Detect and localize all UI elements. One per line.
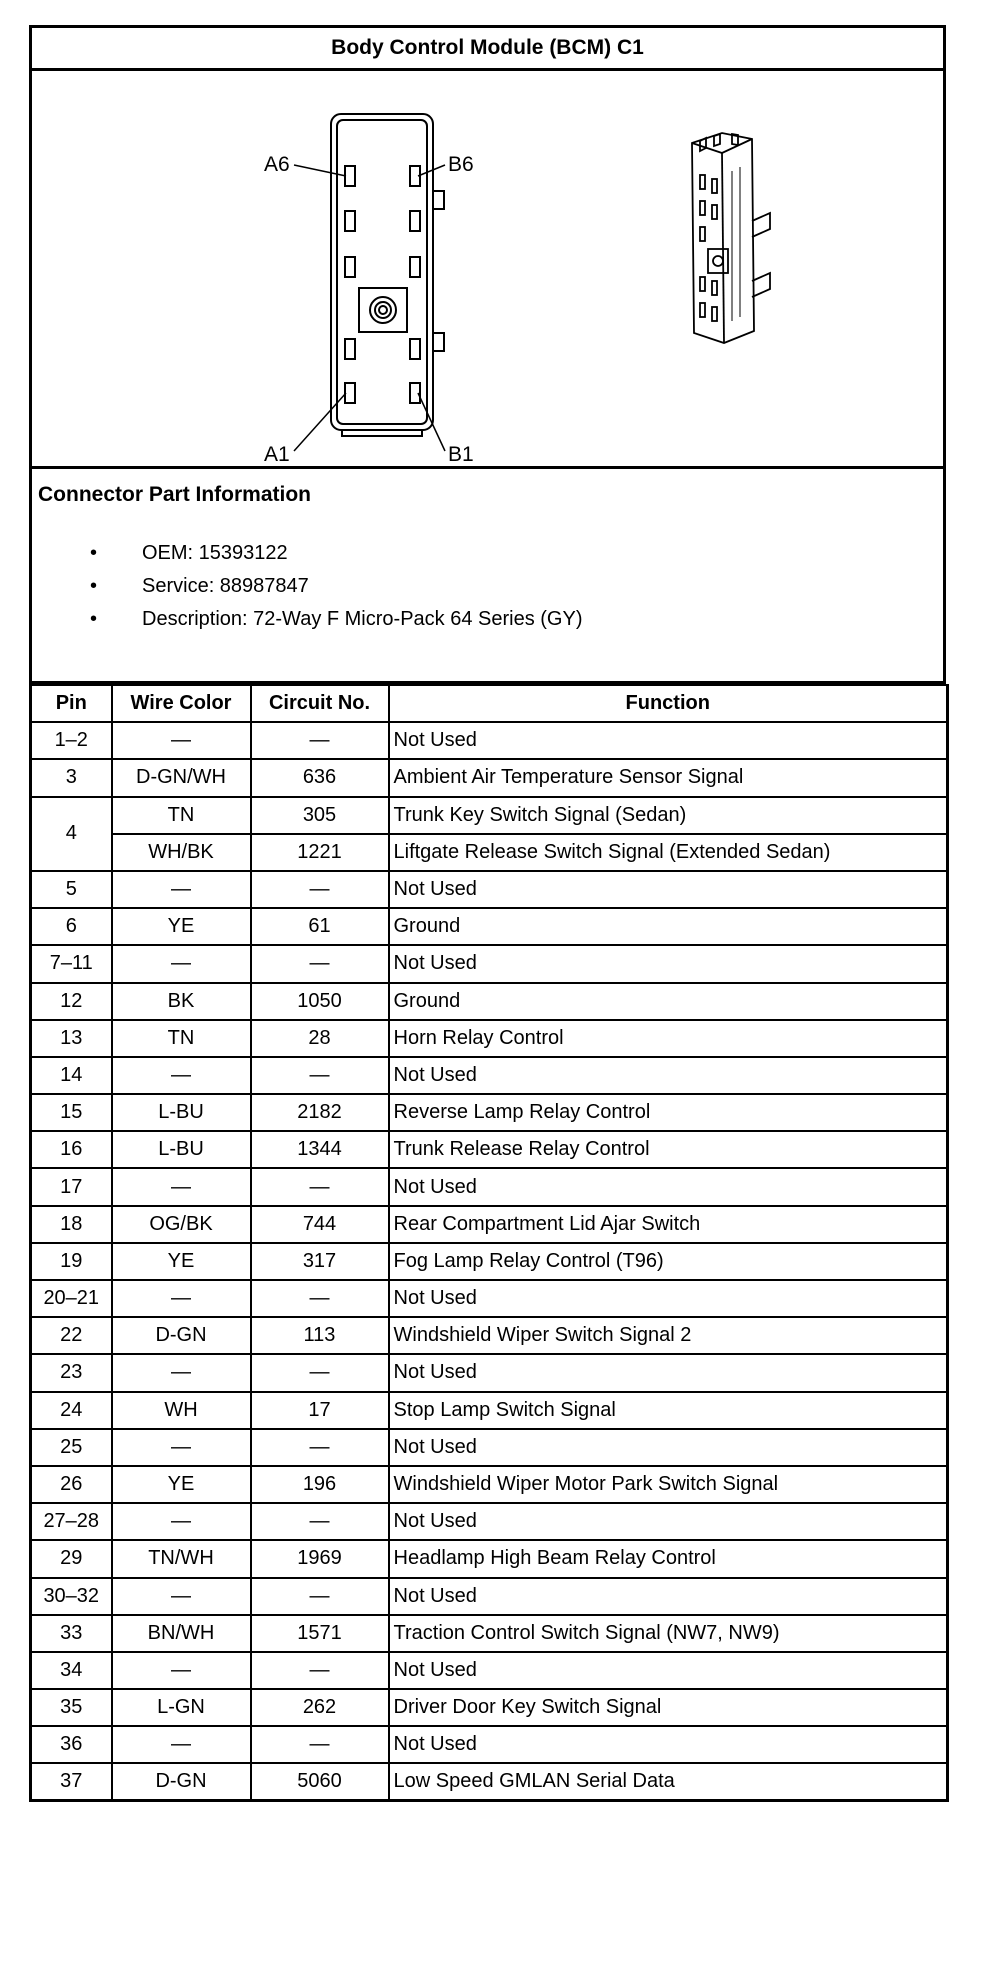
cell-pin: 17 — [31, 1168, 112, 1205]
cell-function: Windshield Wiper Switch Signal 2 — [389, 1317, 948, 1354]
connector-front-view — [331, 114, 444, 436]
cell-wire-color: YE — [112, 1466, 251, 1503]
cell-pin: 37 — [31, 1763, 112, 1800]
table-row — [31, 797, 948, 834]
cell-pin: 7–11 — [31, 945, 112, 982]
cell-function: Fog Lamp Relay Control (T96) — [389, 1243, 948, 1280]
cell-pin: 24 — [31, 1392, 112, 1429]
cell-wire-color: TN — [112, 797, 251, 834]
cell-wire-color: BN/WH — [112, 1615, 251, 1652]
table-row — [31, 1168, 948, 1205]
cell-wire-color: — — [112, 722, 251, 759]
cell-function: Not Used — [389, 1652, 948, 1689]
cell-wire-color: YE — [112, 1243, 251, 1280]
cell-function: Not Used — [389, 1429, 948, 1466]
table-row — [31, 1615, 948, 1652]
cell-function: Not Used — [389, 1354, 948, 1391]
connector-drawing — [32, 71, 943, 466]
cell-circuit-no: — — [251, 1057, 389, 1094]
iso-front-edge — [722, 153, 724, 343]
table-row — [31, 1280, 948, 1317]
table-row — [31, 759, 948, 796]
cell-circuit-no: 61 — [251, 908, 389, 945]
cell-wire-color: YE — [112, 908, 251, 945]
table-row — [31, 1689, 948, 1726]
cell-circuit-no: — — [251, 1168, 389, 1205]
table-row — [31, 1429, 948, 1466]
connector-diagram — [32, 71, 943, 469]
cell-circuit-no: 2182 — [251, 1094, 389, 1131]
pinout-table-body — [31, 722, 948, 1800]
info-service: Service: 88987847 — [142, 575, 309, 597]
cell-wire-color: OG/BK — [112, 1206, 251, 1243]
table-row — [31, 1131, 948, 1168]
cell-circuit-no: 317 — [251, 1243, 389, 1280]
cell-pin: 27–28 — [31, 1503, 112, 1540]
cell-wire-color: — — [112, 945, 251, 982]
table-row — [31, 834, 948, 871]
leader-b6 — [418, 165, 445, 176]
table-row — [31, 1726, 948, 1763]
table-row — [31, 1243, 948, 1280]
terminal-a5 — [345, 211, 355, 231]
cell-circuit-no: 5060 — [251, 1763, 389, 1800]
cell-wire-color: D-GN — [112, 1317, 251, 1354]
cell-function: Ground — [389, 983, 948, 1020]
cell-function: Not Used — [389, 1578, 948, 1615]
center-bolt-core — [379, 306, 387, 314]
cell-pin: 29 — [31, 1540, 112, 1577]
cell-function: Not Used — [389, 1168, 948, 1205]
iso-slot-5 — [700, 303, 705, 317]
table-row — [31, 1094, 948, 1131]
cell-circuit-no: 17 — [251, 1392, 389, 1429]
center-lock-box — [359, 288, 407, 332]
label-b6: B6 — [448, 153, 474, 176]
table-row — [31, 1466, 948, 1503]
cell-function: Not Used — [389, 1280, 948, 1317]
cell-wire-color: — — [112, 871, 251, 908]
iso-latch-upper — [752, 213, 770, 237]
cell-function: Not Used — [389, 722, 948, 759]
center-bolt-inner — [375, 302, 391, 318]
cell-function: Stop Lamp Switch Signal — [389, 1392, 948, 1429]
terminal-a3 — [345, 339, 355, 359]
list-item — [38, 537, 937, 570]
table-row — [31, 871, 948, 908]
cell-function: Not Used — [389, 871, 948, 908]
cell-function: Rear Compartment Lid Ajar Switch — [389, 1206, 948, 1243]
cell-function: Reverse Lamp Relay Control — [389, 1094, 948, 1131]
cell-wire-color: — — [112, 1057, 251, 1094]
iso-side-ribs — [732, 167, 740, 321]
cell-function: Not Used — [389, 1057, 948, 1094]
cell-circuit-no: 1344 — [251, 1131, 389, 1168]
cell-circuit-no: — — [251, 1354, 389, 1391]
cell-circuit-no: — — [251, 1429, 389, 1466]
cell-pin: 3 — [31, 759, 112, 796]
iso-slot-1 — [700, 175, 705, 189]
iso-slot-6 — [712, 179, 717, 193]
cell-function: Not Used — [389, 945, 948, 982]
cell-pin: 22 — [31, 1317, 112, 1354]
bullet-icon: • — [90, 608, 98, 630]
cell-function: Ambient Air Temperature Sensor Signal — [389, 759, 948, 796]
cell-circuit-no: 1050 — [251, 983, 389, 1020]
cell-circuit-no: — — [251, 945, 389, 982]
cell-pin: 25 — [31, 1429, 112, 1466]
cell-pin: 36 — [31, 1726, 112, 1763]
terminal-a4 — [345, 257, 355, 277]
table-row — [31, 722, 948, 759]
table-row — [31, 908, 948, 945]
cell-wire-color: WH/BK — [112, 834, 251, 871]
cell-wire-color: D-GN/WH — [112, 759, 251, 796]
cell-pin: 5 — [31, 871, 112, 908]
terminal-a2 — [345, 383, 355, 403]
page-title: Body Control Module (BCM) C1 — [32, 28, 943, 71]
cell-pin: 13 — [31, 1020, 112, 1057]
cell-wire-color: L-GN — [112, 1689, 251, 1726]
cell-wire-color: D-GN — [112, 1763, 251, 1800]
connector-part-information — [32, 469, 943, 684]
header-wire-color: Wire Color — [112, 685, 251, 722]
cell-pin: 6 — [31, 908, 112, 945]
leader-a6 — [294, 165, 346, 176]
cell-circuit-no: — — [251, 722, 389, 759]
cell-pin: 20–21 — [31, 1280, 112, 1317]
cell-wire-color: — — [112, 1503, 251, 1540]
cell-function: Horn Relay Control — [389, 1020, 948, 1057]
cell-pin: 19 — [31, 1243, 112, 1280]
list-item — [38, 603, 937, 636]
table-row — [31, 1317, 948, 1354]
cell-circuit-no: 305 — [251, 797, 389, 834]
cell-wire-color: — — [112, 1652, 251, 1689]
latch-tab-lower — [434, 333, 444, 351]
bullet-icon: • — [90, 542, 98, 564]
iso-center-bolt — [713, 256, 723, 266]
cell-function: Traction Control Switch Signal (NW7, NW9) — [389, 1615, 948, 1652]
connector-sheet — [29, 25, 946, 1802]
table-row — [31, 1206, 948, 1243]
cell-pin: 30–32 — [31, 1578, 112, 1615]
table-row — [31, 1763, 948, 1800]
cell-pin: 1–2 — [31, 722, 112, 759]
cell-circuit-no: — — [251, 1652, 389, 1689]
table-row — [31, 1652, 948, 1689]
cell-pin: 12 — [31, 983, 112, 1020]
connector-info-list — [38, 537, 937, 636]
info-description: Description: 72-Way F Micro-Pack 64 Series (GY) — [142, 608, 583, 630]
connector-info-heading: Connector Part Information — [38, 483, 312, 506]
label-b1: B1 — [448, 443, 474, 466]
cell-circuit-no: 1571 — [251, 1615, 389, 1652]
cell-wire-color: — — [112, 1429, 251, 1466]
cell-circuit-no: 262 — [251, 1689, 389, 1726]
table-row — [31, 945, 948, 982]
iso-latch-lower — [752, 273, 770, 297]
iso-slot-8 — [712, 281, 717, 295]
header-pin: Pin — [31, 685, 112, 722]
cell-function: Ground — [389, 908, 948, 945]
cell-circuit-no: — — [251, 1726, 389, 1763]
cell-circuit-no: — — [251, 1280, 389, 1317]
cell-function: Low Speed GMLAN Serial Data — [389, 1763, 948, 1800]
terminal-b4 — [410, 257, 420, 277]
latch-tab-upper — [434, 191, 444, 209]
cell-function: Trunk Release Relay Control — [389, 1131, 948, 1168]
iso-slot-2 — [700, 201, 705, 215]
cell-function: Not Used — [389, 1503, 948, 1540]
header-circuit-no: Circuit No. — [251, 685, 389, 722]
cell-circuit-no: 28 — [251, 1020, 389, 1057]
table-header-row — [31, 685, 948, 722]
cell-function: Headlamp High Beam Relay Control — [389, 1540, 948, 1577]
table-row — [31, 1057, 948, 1094]
cell-pin: 14 — [31, 1057, 112, 1094]
terminal-b3 — [410, 339, 420, 359]
cell-wire-color: L-BU — [112, 1131, 251, 1168]
cell-pin: 33 — [31, 1615, 112, 1652]
cell-wire-color: — — [112, 1726, 251, 1763]
cell-wire-color: L-BU — [112, 1094, 251, 1131]
cell-circuit-no: 113 — [251, 1317, 389, 1354]
terminal-a6 — [345, 166, 355, 186]
cell-pin: 18 — [31, 1206, 112, 1243]
cell-function: Liftgate Release Switch Signal (Extended Sedan) — [389, 834, 948, 871]
cell-wire-color: WH — [112, 1392, 251, 1429]
cell-circuit-no: 196 — [251, 1466, 389, 1503]
label-a6: A6 — [264, 153, 290, 176]
cell-pin: 23 — [31, 1354, 112, 1391]
cell-wire-color: — — [112, 1168, 251, 1205]
center-bolt-outer — [370, 297, 396, 323]
table-row — [31, 1020, 948, 1057]
cell-circuit-no: — — [251, 871, 389, 908]
table-row — [31, 983, 948, 1020]
header-function: Function — [389, 685, 948, 722]
list-item — [38, 570, 937, 603]
cell-pin: 26 — [31, 1466, 112, 1503]
cell-circuit-no: 1969 — [251, 1540, 389, 1577]
cell-pin: 4 — [31, 797, 112, 871]
table-row — [31, 1540, 948, 1577]
cell-wire-color: TN/WH — [112, 1540, 251, 1577]
cell-function: Windshield Wiper Motor Park Switch Signal — [389, 1466, 948, 1503]
label-a1: A1 — [264, 443, 290, 466]
cell-pin: 34 — [31, 1652, 112, 1689]
table-row — [31, 1354, 948, 1391]
pinout-table — [29, 684, 949, 1802]
cell-function: Trunk Key Switch Signal (Sedan) — [389, 797, 948, 834]
cell-pin: 35 — [31, 1689, 112, 1726]
cell-pin: 16 — [31, 1131, 112, 1168]
cell-circuit-no: — — [251, 1503, 389, 1540]
table-row — [31, 1578, 948, 1615]
cell-circuit-no: 1221 — [251, 834, 389, 871]
table-row — [31, 1503, 948, 1540]
iso-slot-7 — [712, 205, 717, 219]
cell-function: Driver Door Key Switch Signal — [389, 1689, 948, 1726]
sheet-frame — [29, 25, 946, 684]
cell-wire-color: BK — [112, 983, 251, 1020]
cell-pin: 15 — [31, 1094, 112, 1131]
iso-slot-9 — [712, 307, 717, 321]
table-row — [31, 1392, 948, 1429]
cell-wire-color: — — [112, 1578, 251, 1615]
cell-circuit-no: — — [251, 1578, 389, 1615]
bullet-icon: • — [90, 575, 98, 597]
cell-circuit-no: 744 — [251, 1206, 389, 1243]
cell-wire-color: — — [112, 1280, 251, 1317]
cell-wire-color: TN — [112, 1020, 251, 1057]
iso-center-lock — [708, 249, 728, 273]
terminal-b5 — [410, 211, 420, 231]
iso-slot-4 — [700, 277, 705, 291]
pin-labels — [264, 153, 474, 466]
info-oem: OEM: 15393122 — [142, 542, 288, 564]
iso-slot-3 — [700, 227, 705, 241]
cell-function: Not Used — [389, 1726, 948, 1763]
cell-wire-color: — — [112, 1354, 251, 1391]
connector-iso-view — [692, 133, 770, 343]
cell-circuit-no: 636 — [251, 759, 389, 796]
leader-b1 — [418, 393, 445, 451]
